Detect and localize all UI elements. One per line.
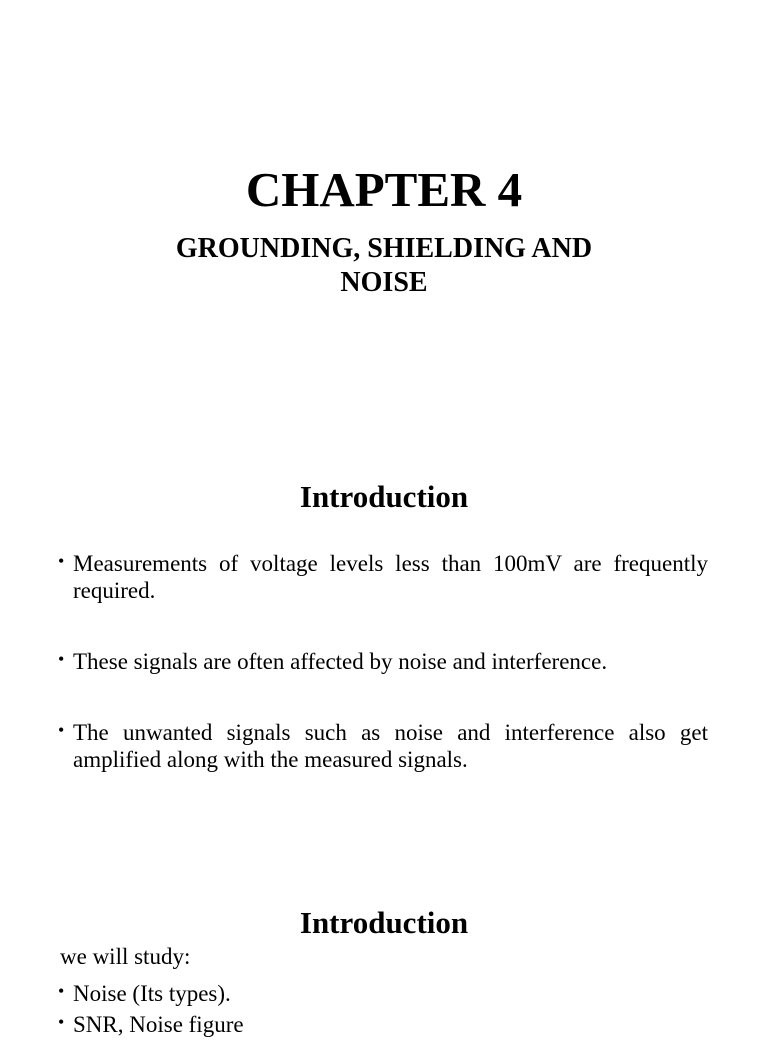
list-item-text: SNR, Noise figure xyxy=(73,1012,244,1037)
slide-introduction xyxy=(0,448,768,848)
bullet-icon: • xyxy=(58,1012,65,1032)
bullet-icon: • xyxy=(58,981,65,1001)
bullet-icon: • xyxy=(58,720,65,740)
slide-heading: Introduction xyxy=(299,905,469,940)
bullet-list xyxy=(58,980,708,1042)
slide-heading: Introduction xyxy=(299,479,469,514)
bullet-icon: • xyxy=(58,551,65,571)
slide-title xyxy=(0,0,768,400)
list-item xyxy=(58,719,708,773)
list-item xyxy=(58,980,708,1007)
chapter-subtitle: GROUNDING, SHIELDING AND NOISE xyxy=(175,233,593,298)
bullet-icon: • xyxy=(58,649,65,669)
slide-study-topics xyxy=(0,876,768,1037)
list-item-text: The unwanted signals such as noise and interference also get amplified along with the measured signals. xyxy=(73,720,708,772)
bullet-list xyxy=(58,550,708,817)
list-item xyxy=(58,648,708,675)
list-item xyxy=(58,550,708,604)
list-item xyxy=(58,1011,708,1038)
list-item-text: Noise (Its types). xyxy=(73,981,231,1006)
list-item-text: These signals are often affected by noise and interference. xyxy=(73,649,608,674)
chapter-title: CHAPTER 4 xyxy=(245,162,523,217)
list-item-text: Measurements of voltage levels less than 100mV are frequently required. xyxy=(73,551,708,603)
intro-text: we will study: xyxy=(60,944,191,969)
